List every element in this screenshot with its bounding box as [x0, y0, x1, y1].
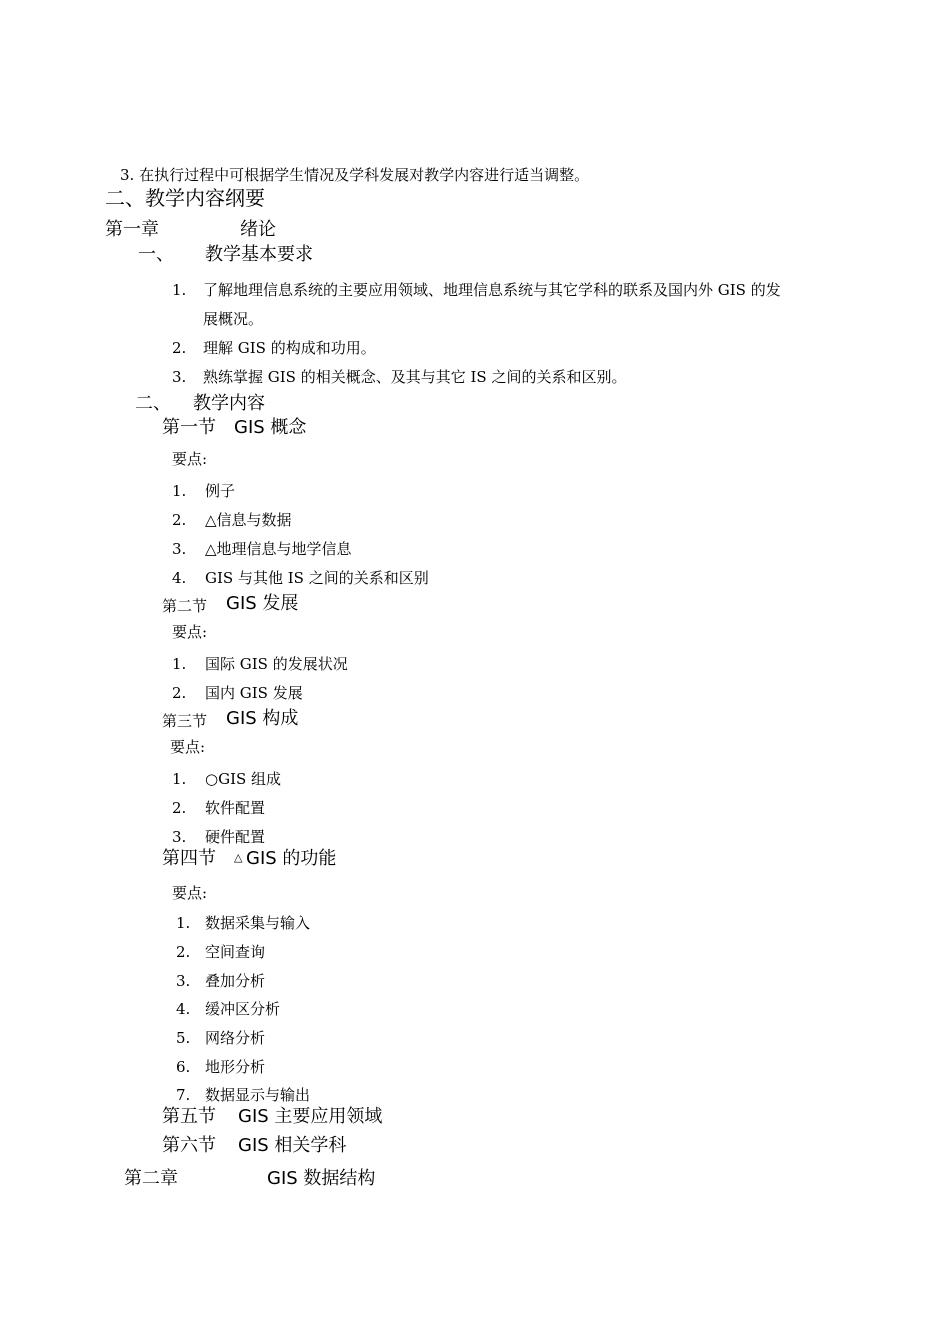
- section-1-title: GIS 概念: [234, 417, 307, 438]
- section-4-title: GIS 的功能: [246, 848, 337, 869]
- section-4-item-7-text: 数据显示与输出: [205, 1086, 311, 1104]
- section-3-title: GIS 构成: [226, 708, 299, 729]
- section-2-item-2-text: 国内 GIS 发展: [205, 684, 303, 702]
- section-1-key-label: 要点:: [172, 450, 208, 468]
- content-number: 二、: [135, 393, 171, 414]
- chapter1-label: 第一章: [105, 219, 159, 240]
- section-3-item-3-text: 硬件配置: [205, 828, 266, 846]
- section-4-item-1-number: 1.: [176, 914, 191, 932]
- section-1-item-4-text: GIS 与其他 IS 之间的关系和区别: [205, 569, 429, 587]
- section-1-item-4-number: 4.: [172, 569, 187, 587]
- section-3-item-3-number: 3.: [172, 828, 187, 846]
- section-4-title-mark: △: [234, 851, 243, 864]
- requirements-title: 教学基本要求: [205, 244, 313, 265]
- chapter2-title: GIS 数据结构: [267, 1168, 376, 1189]
- section-1-label: 第一节: [162, 417, 216, 438]
- requirement-2-number: 2.: [172, 339, 187, 357]
- section-4-item-7-number: 7.: [176, 1086, 191, 1104]
- section-4-item-1-text: 数据采集与输入: [205, 914, 311, 932]
- requirement-3-number: 3.: [172, 368, 187, 386]
- section-3-item-1-text: ○GIS 组成: [205, 770, 282, 788]
- section-4-item-3-number: 3.: [176, 972, 191, 990]
- section-1-item-3-text: △地理信息与地学信息: [205, 540, 352, 558]
- section-4-item-4-text: 缓冲区分析: [205, 1000, 281, 1018]
- section-2-key-label: 要点:: [172, 623, 208, 641]
- section-4-item-2-number: 2.: [176, 943, 191, 961]
- section-title: 二、教学内容纲要: [105, 186, 265, 210]
- section-2-item-1-number: 1.: [172, 655, 187, 673]
- content-title: 教学内容: [193, 393, 265, 414]
- section-5-title: GIS 主要应用领域: [238, 1106, 383, 1127]
- section-2-item-1-text: 国际 GIS 的发展状况: [205, 655, 348, 673]
- section-3-item-2-number: 2.: [172, 799, 187, 817]
- section-4-item-5-number: 5.: [176, 1029, 191, 1047]
- section-3-item-1-number: 1.: [172, 770, 187, 788]
- section-1-item-2-number: 2.: [172, 511, 187, 529]
- section-4-key-label: 要点:: [172, 884, 208, 902]
- intro-note: 3. 在执行过程中可根据学生情况及学科发展对教学内容进行适当调整。: [120, 166, 590, 184]
- section-1-item-2-text: △信息与数据: [205, 511, 292, 529]
- section-4-item-6-number: 6.: [176, 1058, 191, 1076]
- requirement-1-number: 1.: [172, 281, 187, 299]
- section-3-key-label: 要点:: [170, 738, 206, 756]
- requirements-number: 一、: [138, 244, 174, 265]
- section-1-item-1-number: 1.: [172, 482, 187, 500]
- requirement-3-text: 熟练掌握 GIS 的相关概念、及其与其它 IS 之间的关系和区别。: [203, 368, 627, 386]
- section-4-item-4-number: 4.: [176, 1000, 191, 1018]
- section-4-item-5-text: 网络分析: [205, 1029, 266, 1047]
- section-3-label: 第三节: [162, 712, 208, 730]
- section-4-item-2-text: 空间查询: [205, 943, 266, 961]
- section-2-title: GIS 发展: [226, 593, 299, 614]
- section-4-label: 第四节: [162, 848, 216, 869]
- section-1-item-1-text: 例子: [205, 482, 236, 500]
- chapter2-label: 第二章: [124, 1168, 178, 1189]
- section-1-item-3-number: 3.: [172, 540, 187, 558]
- chapter1-title: 绪论: [240, 219, 276, 240]
- requirement-1-text-cont: 展概况。: [203, 310, 264, 328]
- section-6-label: 第六节: [162, 1135, 216, 1156]
- section-5-label: 第五节: [162, 1106, 216, 1127]
- section-2-label: 第二节: [162, 597, 208, 615]
- section-3-item-2-text: 软件配置: [205, 799, 266, 817]
- section-4-item-3-text: 叠加分析: [205, 972, 266, 990]
- section-4-item-6-text: 地形分析: [205, 1058, 266, 1076]
- section-2-item-2-number: 2.: [172, 684, 187, 702]
- requirement-2-text: 理解 GIS 的构成和功用。: [203, 339, 376, 357]
- requirement-1-text: 了解地理信息系统的主要应用领域、地理信息系统与其它学科的联系及国内外 GIS 的发: [203, 281, 781, 299]
- section-6-title: GIS 相关学科: [238, 1135, 347, 1156]
